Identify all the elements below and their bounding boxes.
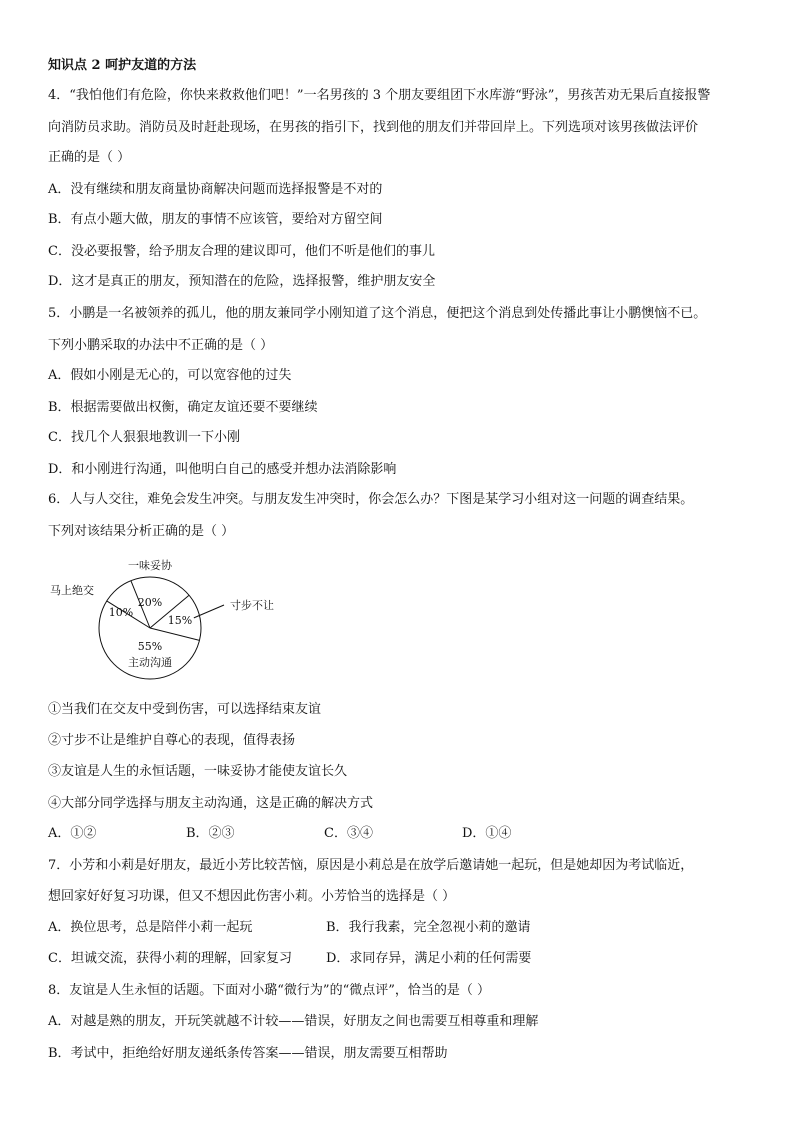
q7-option-b: B．我行我素，完全忽视小莉的邀请 — [326, 920, 531, 935]
pie-value-label: 20% — [137, 596, 163, 609]
q6-stem-line-1: 6．人与人交往，难免会发生冲突。与朋友发生冲突时，你会怎么办？下图是某学习小组对这一问题的调查结果。 — [48, 492, 694, 507]
q4-option-b: B．有点小题大做，朋友的事情不应该管，要给对方留空间 — [48, 212, 383, 227]
q5-option-d: D．和小刚进行沟通，叫他明白自己的感受并想办法消除影响 — [48, 462, 397, 477]
survey-pie-chart — [40, 552, 300, 682]
pie-value-label: 55% — [137, 640, 163, 653]
pie-chart-svg — [40, 552, 300, 682]
q7-option-c: C．坦诚交流，获得小莉的理解，回家复习 — [48, 951, 292, 966]
pie-category-label: 主动沟通 — [128, 656, 172, 669]
q7-stem-line-1: 7．小芳和小莉是好朋友，最近小芳比较苦恼，原因是小莉总是在放学后邀请她一起玩，但是她却因为考试临近， — [48, 858, 694, 873]
q6-option-c: C．③④ — [324, 826, 373, 841]
q6-option-d: D．①④ — [462, 826, 512, 841]
q6-statement-2: ②寸步不让是维护自尊心的表现，值得表扬 — [48, 733, 296, 748]
q6-statement-4: ④大部分同学选择与朋友主动沟通，这是正确的解决方式 — [48, 796, 374, 811]
q4-option-c: C．没必要报警，给予朋友合理的建议即可，他们不听是他们的事儿 — [48, 244, 435, 259]
q8-stem-line-1: 8．友谊是人生永恒的话题。下面对小璐“微行为”的“微点评”，恰当的是（ ） — [48, 983, 490, 998]
q6-option-a: A．①② — [48, 826, 97, 841]
q4-stem-line-2: 向消防员求助。消防员及时赶赴现场，在男孩的指引下，找到他的朋友们并带回岸上。下列选项对该男孩做法评价 — [48, 120, 699, 135]
pie-value-label: 15% — [167, 614, 193, 627]
q8-option-a: A．对越是熟的朋友，开玩笑就越不计较——错误，好朋友之间也需要互相尊重和理解 — [48, 1014, 539, 1029]
q6-statement-3: ③友谊是人生的永恒话题，一味妥协才能使友谊长久 — [48, 764, 348, 779]
pie-value-label: 10% — [108, 606, 134, 619]
q7-option-d: D．求同存异，满足小莉的任何需要 — [326, 951, 532, 966]
q6-stem-line-2: 下列对该结果分析正确的是（ ） — [48, 524, 235, 539]
section-title: 知识点 2 呵护友道的方法 — [48, 58, 197, 73]
pie-category-label: 一味妥协 — [128, 559, 172, 572]
q5-stem-line-2: 下列小鹏采取的办法中不正确的是（ ） — [48, 338, 274, 353]
q7-option-a: A．换位思考，总是陪伴小莉一起玩 — [48, 920, 253, 935]
q4-option-d: D．这才是真正的朋友，预知潜在的危险，选择报警，维护朋友安全 — [48, 274, 436, 289]
q5-option-b: B．根据需要做出权衡，确定友谊还要不要继续 — [48, 400, 318, 415]
q5-stem-line-1: 5．小鹏是一名被领养的孤儿，他的朋友兼同学小刚知道了这个消息，便把这个消息到处传播此事让小鹏懊恼不已。 — [48, 306, 707, 321]
q5-option-c: C．找几个人狠狠地教训一下小刚 — [48, 430, 240, 445]
q5-option-a: A．假如小刚是无心的，可以宽容他的过失 — [48, 368, 292, 383]
q6-statement-1: ①当我们在交友中受到伤害，可以选择结束友谊 — [48, 702, 322, 717]
q4-option-a: A．没有继续和朋友商量协商解决问题而选择报警是不对的 — [48, 182, 383, 197]
q7-stem-line-2: 想回家好好复习功课，但又不想因此伤害小莉。小芳恰当的选择是（ ） — [48, 889, 456, 904]
q8-option-b: B．考试中，拒绝给好朋友递纸条传答案——错误，朋友需要互相帮助 — [48, 1046, 448, 1061]
pie-category-label: 寸步不让 — [230, 599, 274, 612]
q6-option-b: B．②③ — [186, 826, 235, 841]
pie-category-label: 马上绝交 — [50, 584, 94, 597]
q4-stem-line-1: 4．“我怕他们有危险，你快来救救他们吧！”一名男孩的 3 个朋友要组团下水库游“野泳”，男孩苦劝无果后直接报警 — [48, 88, 711, 103]
q4-stem-line-3: 正确的是（ ） — [48, 150, 131, 165]
